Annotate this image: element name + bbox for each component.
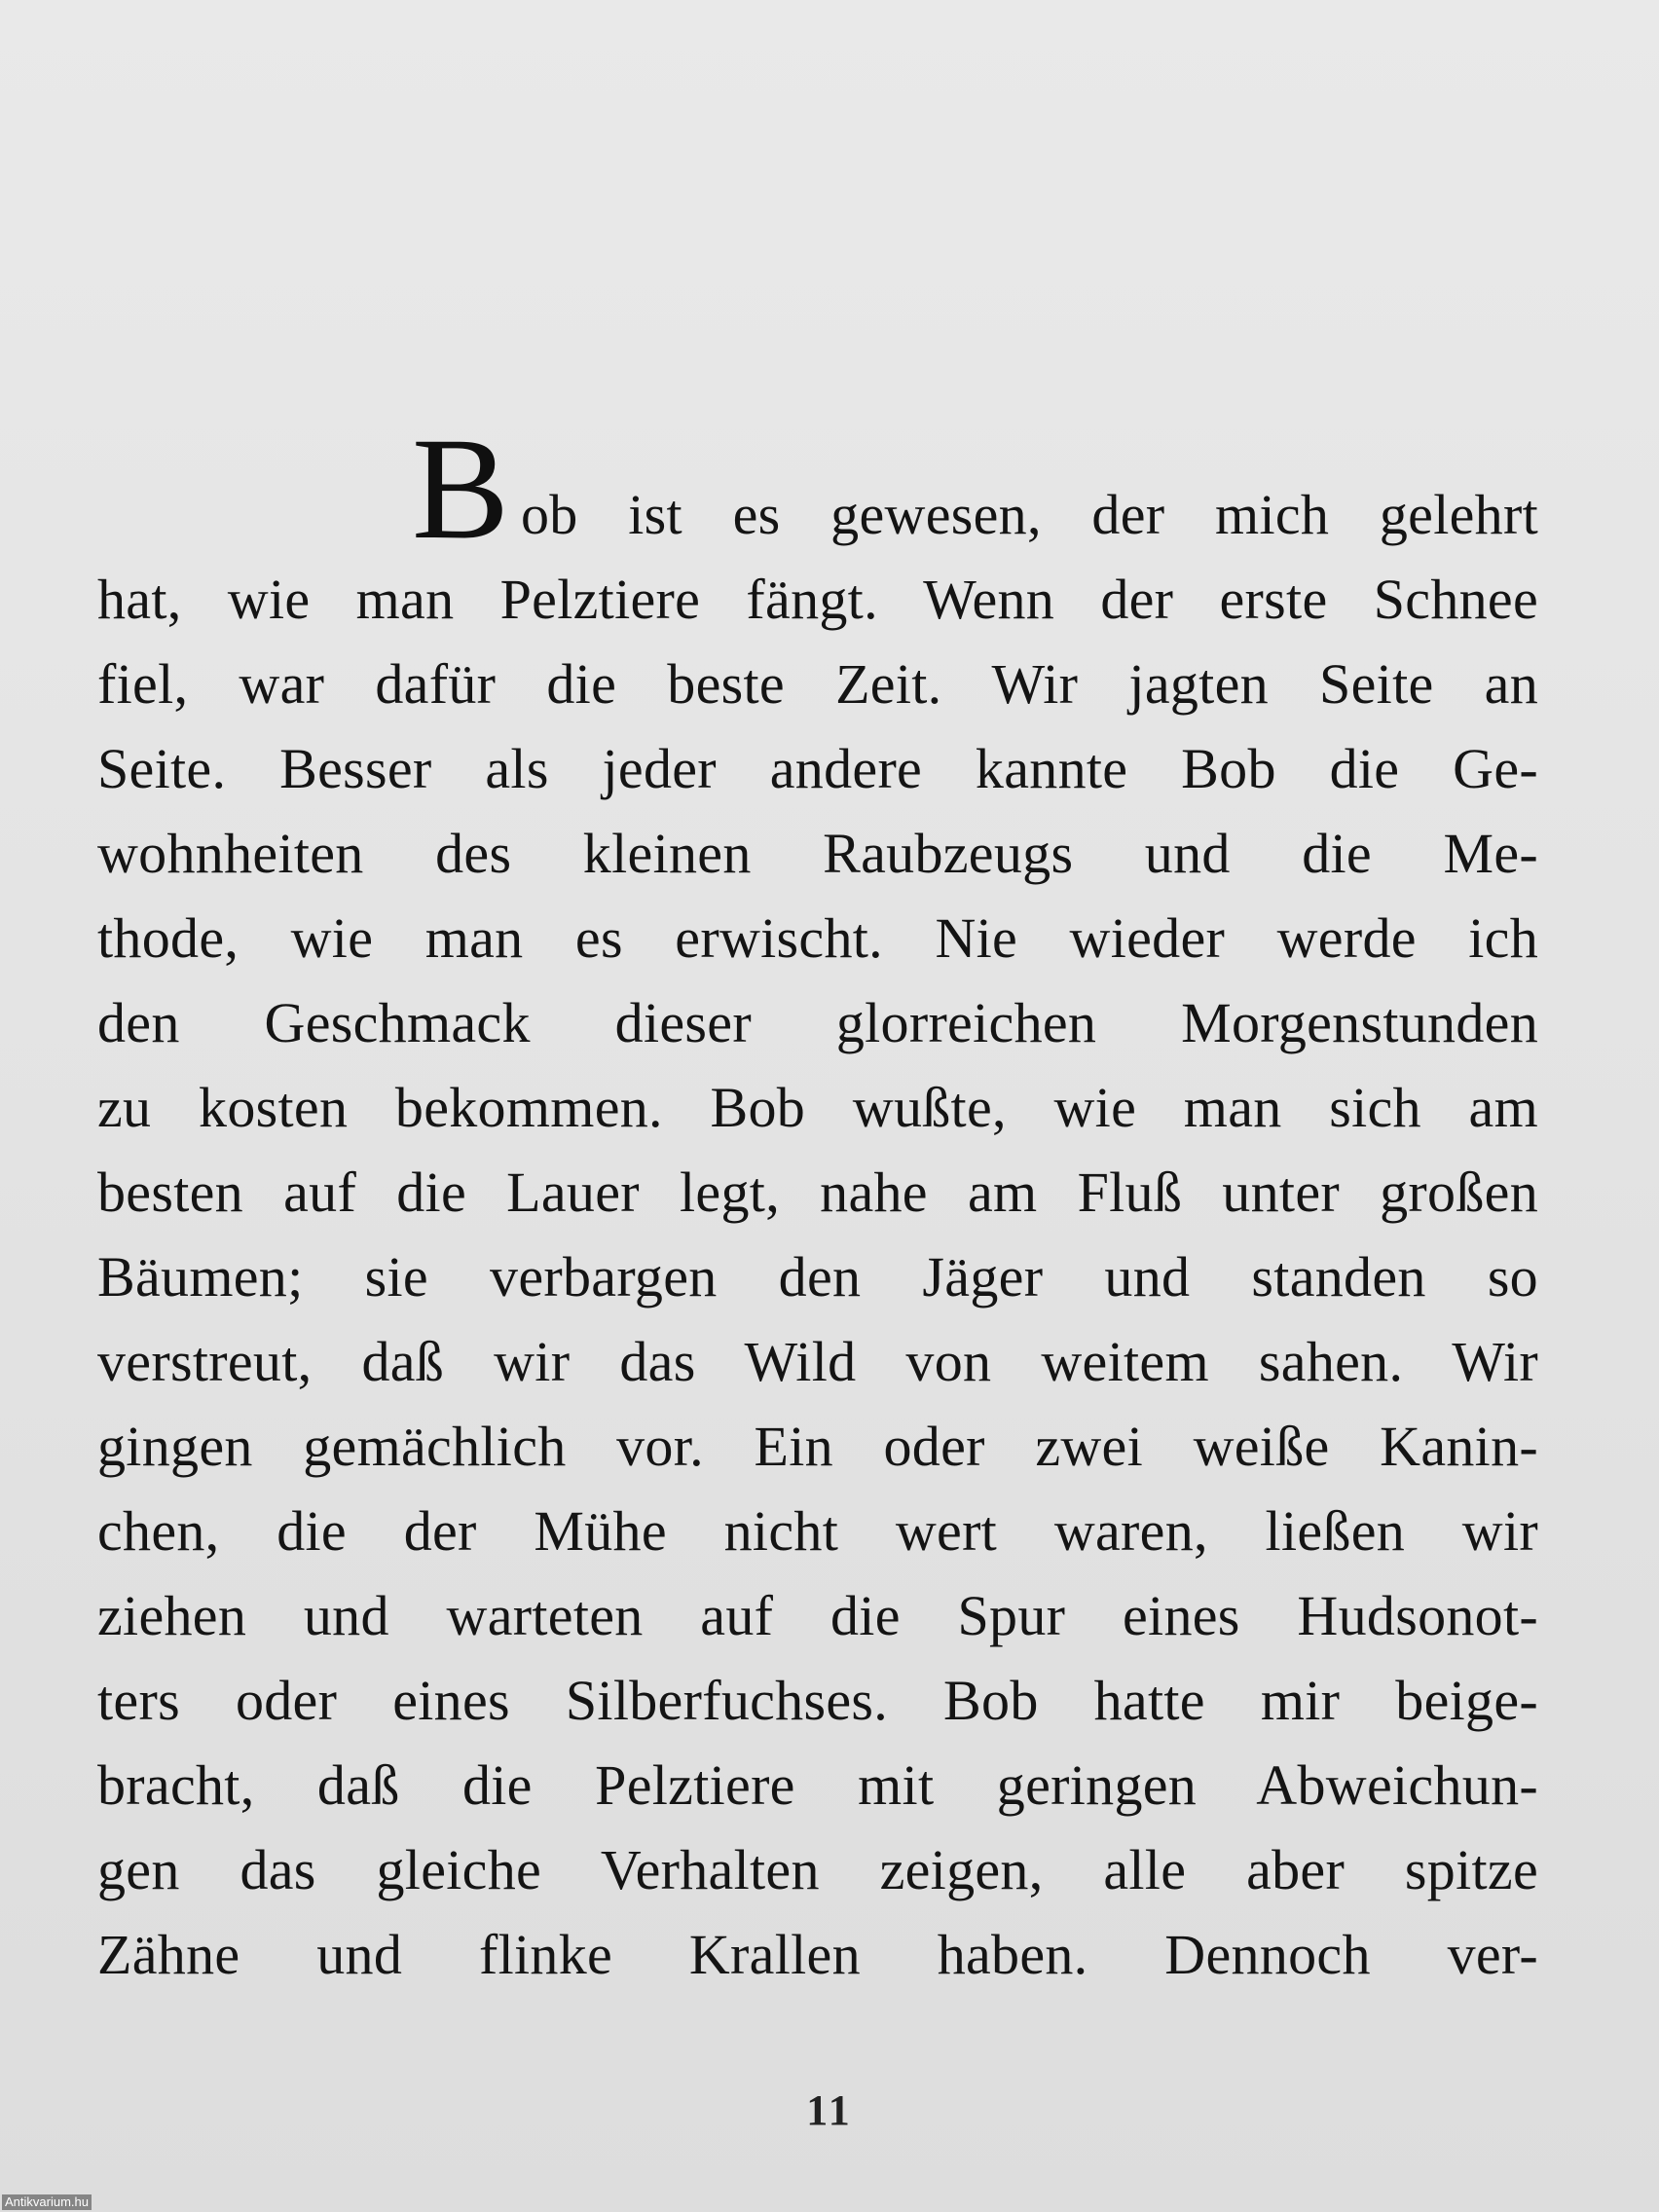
text-line: verstreut, daß wir das Wild von weitem sahen. Wir — [97, 1330, 1538, 1393]
text-line: gen das gleiche Verhalten zeigen, alle aber spitze — [97, 1838, 1538, 1901]
text-line: gingen gemächlich vor. Ein oder zwei weiße Kanin- — [97, 1415, 1538, 1478]
text-line: chen, die der Mühe nicht wert waren, ließen wir — [97, 1499, 1538, 1563]
first-line — [97, 408, 1538, 570]
text-line: thode, wie man es erwischt. Nie wieder werde ich — [97, 906, 1538, 970]
page-number: 11 — [806, 2086, 853, 2134]
text-line: besten auf die Lauer legt, nahe am Fluß unter großen — [97, 1161, 1538, 1224]
text-line: wohnheiten des kleinen Raubzeugs und die Me- — [97, 822, 1538, 885]
text-line: Zähne und flinke Krallen haben. Dennoch ver- — [97, 1923, 1538, 1986]
text-line: fiel, war dafür die beste Zeit. Wir jagten Seite an — [97, 652, 1538, 716]
text-line: bracht, daß die Pelztiere mit geringen Abweichun- — [97, 1753, 1538, 1817]
first-line-text: ob ist es gewesen, der mich gelehrt — [521, 483, 1538, 546]
text-line: Bäumen; sie verbargen den Jäger und standen so — [97, 1245, 1538, 1309]
text-line: den Geschmack dieser glorreichen Morgenstunden — [97, 991, 1538, 1054]
drop-cap: B — [412, 408, 510, 570]
watermark: Antikvarium.hu — [2, 2194, 92, 2210]
text-line: ziehen und warteten auf die Spur eines Hudsonot- — [97, 1584, 1538, 1647]
text-line: zu kosten bekommen. Bob wußte, wie man sich am — [97, 1076, 1538, 1139]
text-line: ters oder eines Silberfuchses. Bob hatte mir beige- — [97, 1669, 1538, 1732]
text-line: Seite. Besser als jeder andere kannte Bob die Ge- — [97, 737, 1538, 800]
text-line: hat, wie man Pelztiere fängt. Wenn der erste Schnee — [97, 568, 1538, 631]
body-text — [97, 408, 1538, 1997]
